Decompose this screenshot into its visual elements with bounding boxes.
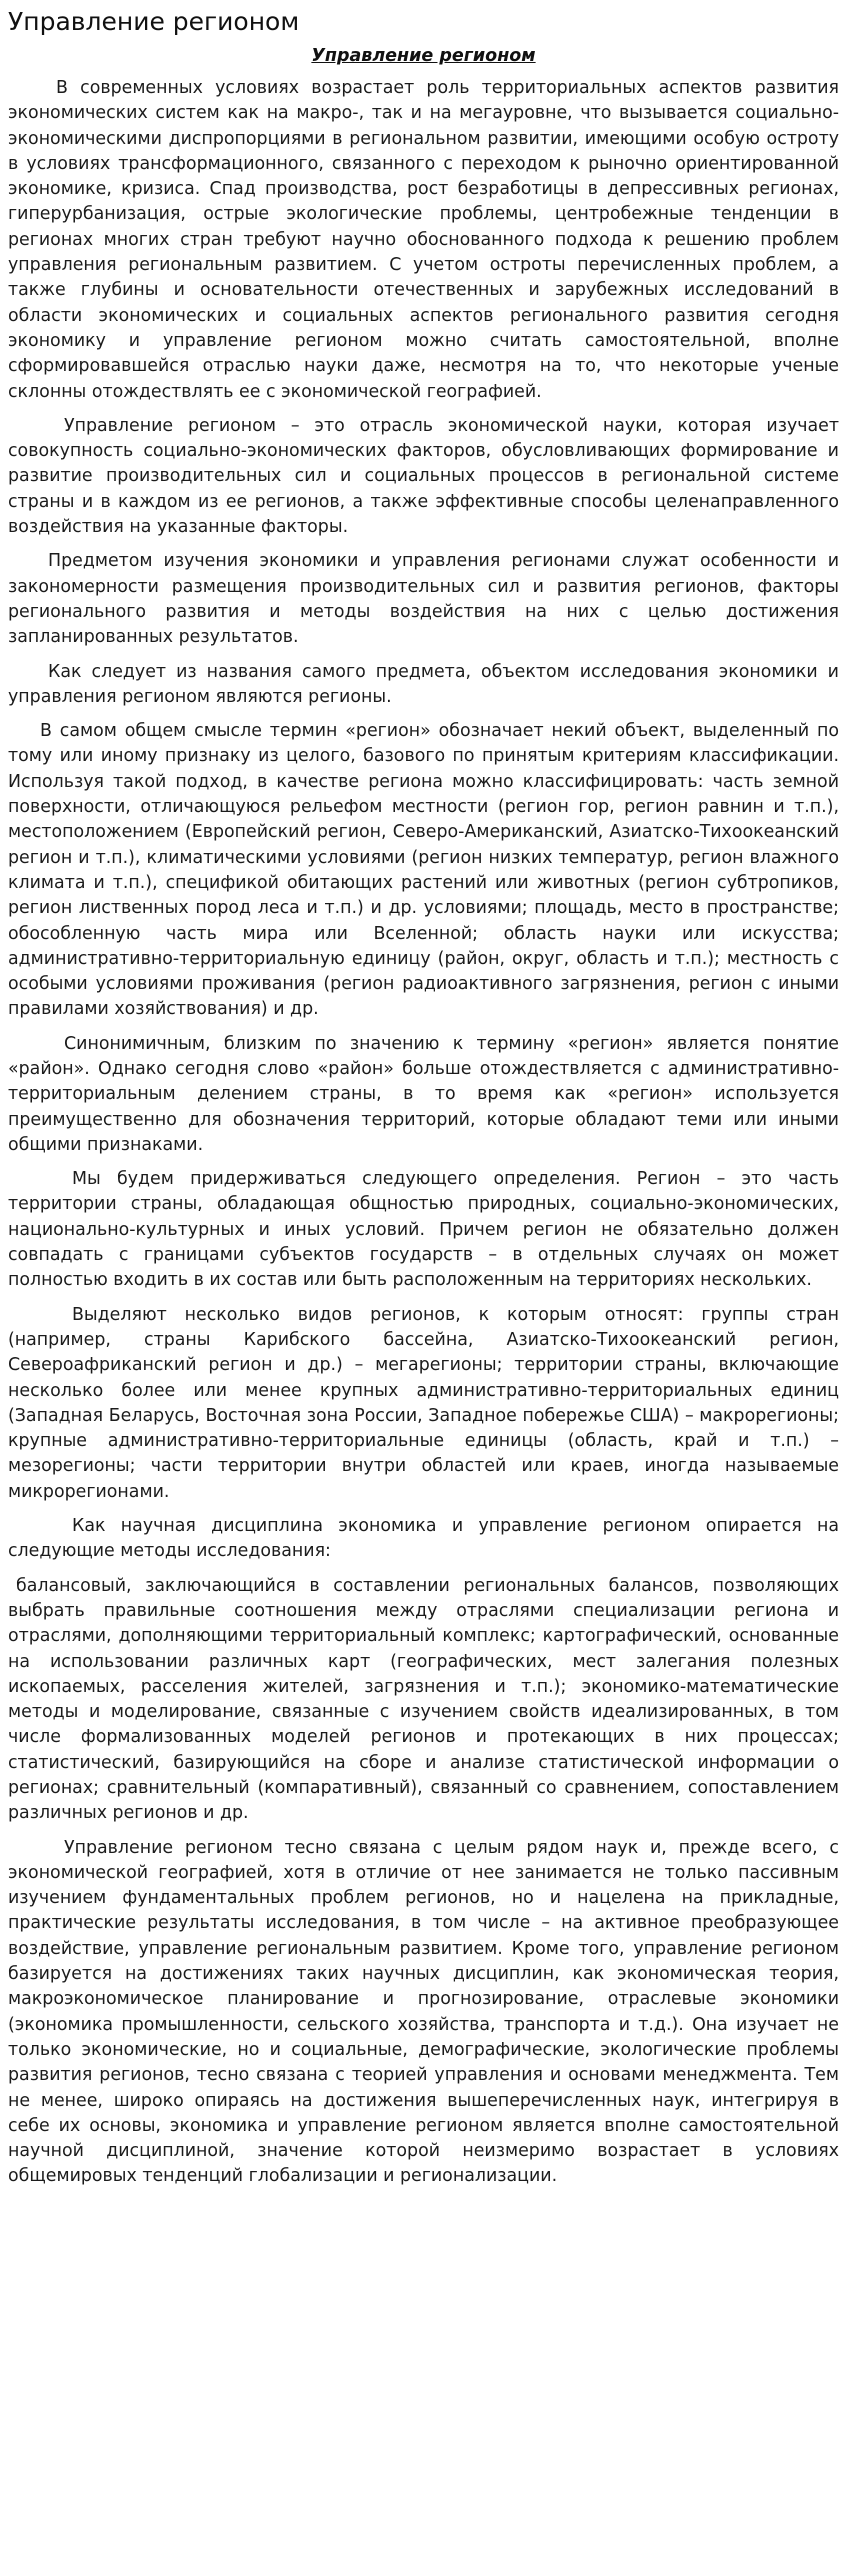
paragraph: В самом общем смысле термин «регион» обозначает некий объект, выделенный по тому или иному признаку из целого, базового по принятым критериям классификации. Используя такой подход, в качестве региона можно классифицировать: часть земной поверхности, отличающуюся рельефом местности (регион гор, регион равнин и т.п.), местоположением (Европейский регион, Северо-Американский, Азиатско-Тихоокеанский регион и т.п.), климатическими условиями (регион низких температур, регион влажного климата и т.п.), спецификой обитающих растений или животных (регион субтропиков, регион лиственных пород леса и т.п.) и др. условиями; площадь, место в пространстве; обособленную часть мира или Вселенной; область науки или искусства; административно-территориальную единицу (район, округ, область и т.п.); местность с особыми условиями проживания (регион радиоактивного загрязнения, регион с иными правилами хозяйствования) и др. [8, 721, 839, 1020]
paragraph: балансовый, заключающийся в составлении региональных балансов, позволяющих выбрать правильные соотношения между отраслями специализации региона и отраслями, дополняющими территориальный комплекс; картографический, основанные на использовании различных карт (географических, мест залегания полезных ископаемых, расселения жителей, загрязнения и т.п.); экономико-математические методы и моделирование, связанные с изучением свойств идеализированных, в том числе формализованных моделей регионов и протекающих в них процессах; статистический, базирующийся на сборе и анализе статистической информации о регионах; сравнительный (компаративный), связанный со сравнением, сопоставлением различных регионов и др. [8, 1575, 839, 1824]
paragraph: Мы будем придерживаться следующего определения. Регион – это часть территории страны, обладающая общностью природных, социально-экономических, национально-культурных и иных условий. Причем регион не обязательно должен совпадать с границами субъектов государств – в отдельных случаях он может полностью входить в их состав или быть расположенным на территориях нескольких. [8, 1169, 839, 1291]
article [8, 44, 839, 2190]
paragraph: Управление регионом тесно связана с целым рядом наук и, прежде всего, с экономической географией, хотя в отличие от нее занимается не только пассивным изучением фундаментальных проблем регионов, но и нацелена на прикладные, практические результаты исследования, в том числе – на активное преобразующее воздействие, управление региональным развитием. Кроме того, управление регионом базируется на достижениях таких научных дисциплин, как экономическая теория, макроэкономическое планирование и прогнозирование, отраслевые экономики (экономика промышленности, сельского хозяйства, транспорта и т.д.). Она изучает не только экономические, но и социальные, демографические, экологические проблемы развития регионов, тесно связана с теорией управления и основами менеджмента. Тем не менее, широко опираясь на достижения вышеперечисленных наук, интегрируя в себе их основы, экономика и управление регионом является вполне самостоятельной научной дисциплиной, значение которой неизмеримо возрастает в условиях общемировых тенденций глобализации и регионализации. [8, 1837, 839, 2187]
paragraph: Управление регионом – это отрасль экономической науки, которая изучает совокупность социально-экономических факторов, обусловливающих формирование и развитие производительных сил и социальных процессов в региональной системе страны и в каждом из ее регионов, а также эффективные способы целенаправленного воздействия на указанные факторы. [8, 415, 839, 538]
paragraph: Как научная дисциплина экономика и управление регионом опирается на следующие методы исследования: [8, 1516, 839, 1562]
article-body [8, 76, 839, 2190]
paragraph: Выделяют несколько видов регионов, к которым относят: группы стран (например, страны Карибского бассейна, Азиатско-Тихоокеанский регион, Североафриканский регион и др.) – мегарегионы; территории страны, включающие несколько более или менее крупных административно-территориальных единиц (Западная Беларусь, Восточная зона России, Западное побережье США) – макрорегионы; крупные административно-территориальные единицы (область, край и т.п.) – мезорегионы; части территории внутри областей или краев, иногда называемые микрорегионами. [8, 1304, 839, 1502]
paragraph: Как следует из названия самого предмета, объектом исследования экономики и управления регионом являются регионы. [8, 661, 839, 707]
paragraph: Предметом изучения экономики и управления регионами служат особенности и закономерности размещения производительных сил и развития регионов, факторы регионального развития и методы воздействия на них с целью достижения запланированных результатов. [8, 551, 839, 648]
article-title: Управление регионом [311, 46, 536, 66]
paragraph: Синонимичным, близким по значению к термину «регион» является понятие «район». Однако сегодня слово «район» больше отождествляется с административно-территориальным делением страны, в то время как «регион» используется преимущественно для обозначения территорий, которые обладают теми или иными общими признаками. [8, 1033, 839, 1155]
paragraph: В современных условиях возрастает роль территориальных аспектов развития экономических систем как на макро-, так и на мегауровне, что вызывается социально-экономическими диспропорциями в региональном развитии, имеющими особую остроту в условиях трансформационного, связанного с переходом к рыночно ориентированной экономике, кризиса. Спад производства, рост безработицы в депрессивных регионах, гиперурбанизация, острые экологические проблемы, центробежные тенденции в регионах многих стран требуют научно обоснованного подхода к решению проблем управления региональным развитием. С учетом остроты перечисленных проблем, а также глубины и основательности отечественных и зарубежных исследований в области экономических и социальных аспектов регионального развития сегодня экономику и управление регионом можно считать самостоятельной, вполне сформировавшейся отраслью науки даже, несмотря на то, что некоторые ученые склонны отождествлять ее с экономической географией. [8, 78, 839, 402]
page-title: Управление регионом [8, 7, 300, 36]
